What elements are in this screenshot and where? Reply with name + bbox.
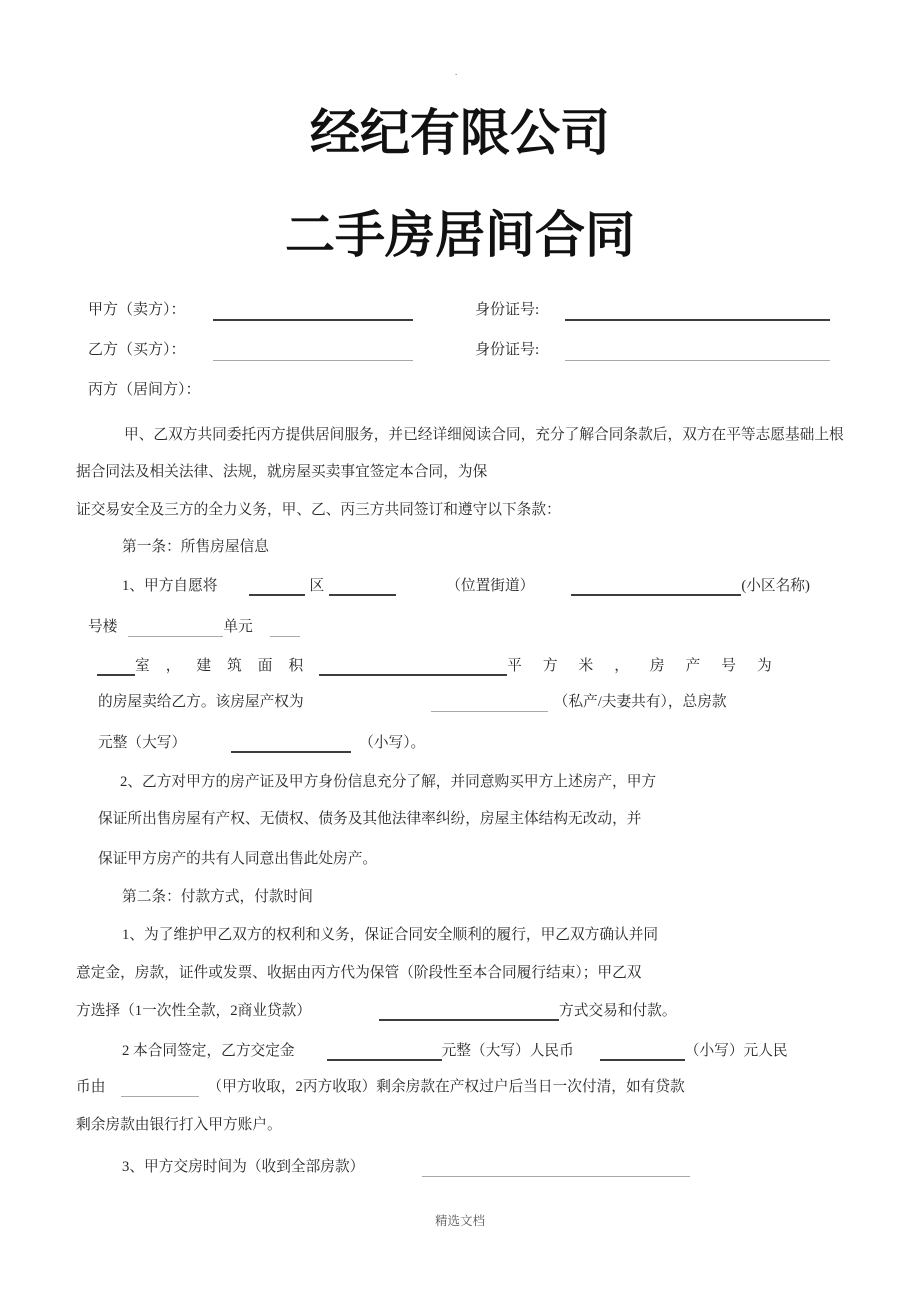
a1-i1-text-room-area: 室，建筑面积 — [135, 658, 320, 674]
article1-item2-line2: 保证所出售房屋有产权、无债权、债务及其他法律率纠纷，房屋主体结构无改动，并 — [98, 811, 642, 827]
article2-item3-line — [0, 1157, 920, 1177]
spacer — [364, 1170, 422, 1171]
price-figures-blank — [231, 732, 351, 753]
spacer — [351, 746, 359, 747]
party-a-row — [0, 297, 920, 323]
article2-item1-line3 — [0, 1000, 920, 1021]
a2-i2-text-collection-terms: （甲方收取，2丙方收取）剩余房款在产权过户后当日一次付清，如有贷款 — [207, 1079, 685, 1095]
party-a-id-label: 身份证号: — [475, 302, 540, 318]
article2-item2-line1 — [0, 1040, 920, 1061]
a2-i1-text-payment-tail: 方式交易和付款。 — [559, 1003, 677, 1019]
street-blank — [329, 575, 396, 596]
party-a-name-blank — [213, 319, 413, 321]
a1-i1-text-district: 区 — [309, 578, 325, 594]
article1-item2-line1: 2、乙方对甲方的房产证及甲方身份信息充分了解，并同意购买甲方上述房产，甲方 — [120, 774, 657, 790]
article2-item2-line2 — [0, 1077, 920, 1097]
party-c-label: 丙方（居间方）： — [88, 382, 201, 398]
article1-item1-line3 — [0, 655, 920, 676]
intro-line-1: 甲、乙双方共同委托丙方提供居间服务，并已经详细阅读合同，充分了解合同条款后，双方在平等志愿基础上根 — [124, 427, 844, 443]
room-number-blank — [97, 655, 135, 676]
a1-i1-text-amount-words: 元整（大写） — [98, 735, 187, 751]
contract-title: 二手房居间合同 — [285, 207, 635, 263]
intro-line-3: 证交易安全及三方的全力义务，甲、乙、丙三方共同签订和遵守以下条款： — [76, 502, 561, 518]
a1-i1-text-sell-to-b: 的房屋卖给乙方。该房屋产权为 — [98, 694, 304, 710]
a1-i1-text-street-label: （位置街道） — [446, 578, 535, 594]
spacer — [574, 1054, 600, 1055]
article1-heading: 第一条：所售房屋信息 — [122, 539, 269, 555]
a2-i2-text-deposit: 2 本合同签定，乙方交定金 — [122, 1043, 295, 1059]
article1-item2-line3: 保证甲方房产的共有人同意出售此处房产。 — [98, 851, 378, 867]
a1-i1-text-building: 号楼 — [88, 619, 118, 635]
a2-i3-text-handover-time: 3、甲方交房时间为（收到全部房款） — [122, 1159, 365, 1175]
a1-i1-text-community-label: (小区名称) — [741, 578, 810, 594]
company-title: 经纪有限公司 — [310, 105, 610, 161]
party-b-label: 乙方（买方）： — [88, 342, 186, 358]
spacer — [304, 705, 431, 706]
party-a-id-blank — [565, 319, 830, 321]
party-b-name-blank — [213, 360, 413, 361]
intro-line-2: 据合同法及相关法律、法规，就房屋买卖事宜签定本合同，为保 — [76, 464, 488, 480]
article2-item2-line3: 剩余房款由银行打入甲方账户。 — [76, 1117, 282, 1133]
unit-number-blank — [270, 617, 300, 637]
spacer — [186, 746, 231, 747]
spacer — [534, 589, 571, 590]
building-number-blank — [128, 617, 223, 637]
article2-item1-line1: 1、为了维护甲乙双方的权利和义务，保证合同安全顺利的履行，甲乙双方确认并同 — [122, 927, 659, 943]
party-b-row — [0, 337, 920, 363]
area-blank — [319, 655, 507, 676]
a1-i1-text-ownership-options: （私产/夫妻共有），总房款 — [553, 694, 727, 710]
a1-i1-text-sqm-propertyno: 平方米，房产号为 — [507, 658, 793, 674]
party-b-id-label: 身份证号: — [475, 342, 540, 358]
a2-i2-text-yuan-words: 元整（大写）人民币 — [441, 1043, 574, 1059]
district-blank — [249, 575, 305, 596]
deposit-words-blank — [327, 1040, 442, 1061]
article1-item1-line2 — [0, 617, 920, 637]
spacer — [396, 589, 446, 590]
spacer — [311, 1014, 379, 1015]
article1-item1-line4 — [0, 692, 920, 712]
article2-item1-line2: 意定金，房款，证件或发票、收据由丙方代为保管（阶段性至本合同履行结束）；甲乙双 — [76, 965, 642, 981]
collector-blank — [121, 1077, 199, 1097]
spacer — [253, 630, 270, 631]
article2-heading: 第二条：付款方式，付款时间 — [122, 889, 313, 905]
spacer — [105, 1090, 121, 1091]
handover-date-blank — [422, 1157, 690, 1177]
ownership-type-blank — [431, 692, 548, 712]
deposit-figures-blank — [600, 1040, 685, 1061]
party-c-row — [0, 377, 920, 403]
a2-i2-text-currency-by: 币由 — [76, 1079, 106, 1095]
footer-watermark: 精选文档 — [434, 1214, 485, 1228]
a1-i1-text-unit: 单元 — [223, 619, 253, 635]
top-dot-mark: . — [455, 67, 458, 77]
party-a-label: 甲方（卖方）： — [88, 302, 186, 318]
community-blank — [571, 575, 741, 596]
a2-i1-text-payment-choice: 方选择（1一次性全款，2商业贷款） — [76, 1003, 312, 1019]
payment-method-blank — [379, 1000, 559, 1021]
a1-i1-text-amount-figures-label: （小写）。 — [359, 735, 426, 751]
spacer — [217, 589, 249, 590]
a1-i1-text-seller-will: 1、甲方自愿将 — [122, 578, 218, 594]
a2-i2-text-yuan-figures: （小写）元人民 — [684, 1043, 788, 1059]
article1-item1-line5 — [0, 732, 920, 753]
party-b-id-blank — [565, 360, 830, 361]
spacer — [117, 630, 128, 631]
spacer — [295, 1054, 327, 1055]
article1-item1-line1 — [0, 575, 920, 596]
